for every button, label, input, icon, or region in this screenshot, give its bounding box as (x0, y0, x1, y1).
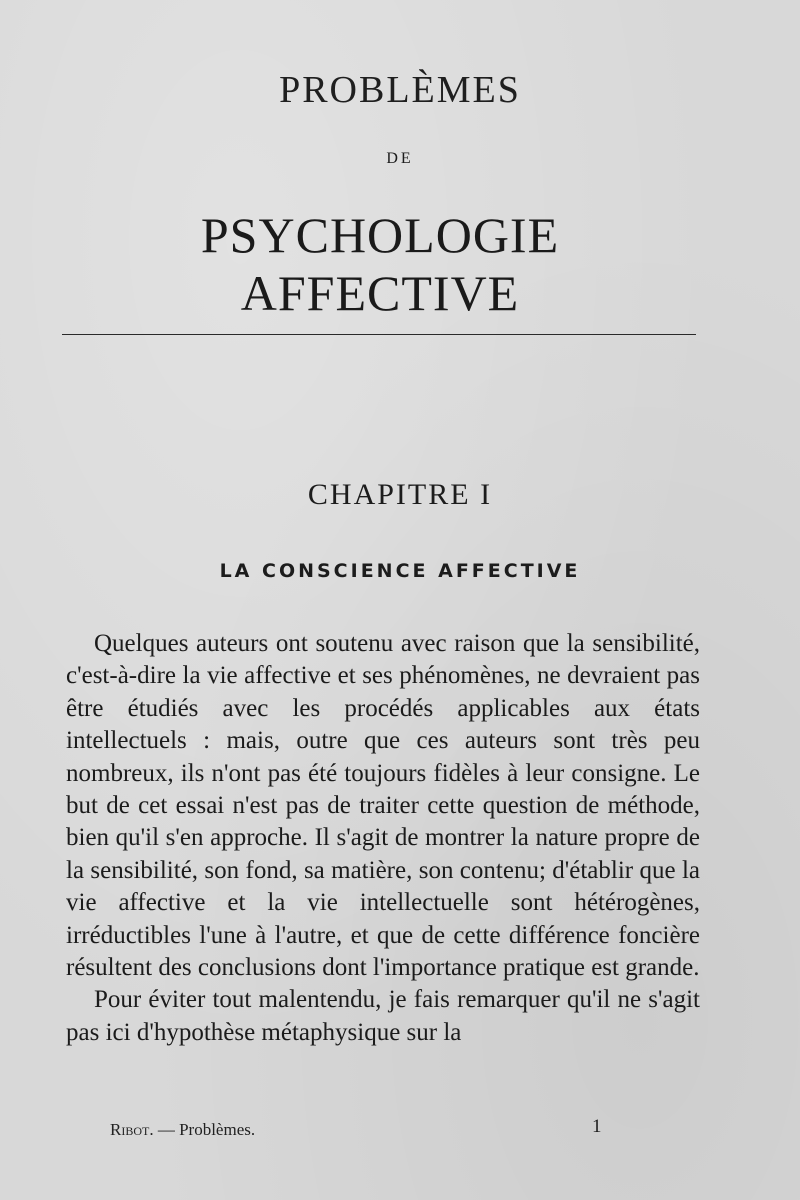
body-text (66, 628, 700, 1049)
title-divider (62, 334, 696, 335)
footer-author: Ribot. (110, 1120, 154, 1139)
running-footer (110, 1120, 610, 1140)
chapter-title: LA CONSCIENCE AFFECTIVE (219, 560, 581, 582)
book-title-line3: PSYCHOLOGIE AFFECTIVE (200, 207, 560, 321)
paragraph-1: Quelques auteurs ont soutenu avec raison que la sensibilité, c'est-à-dire la vie affective et ses phénomènes, ne devraient pas être étudiés avec les procédés applicables aux états intellectuels : mais, outre que ces auteurs sont très peu nombreux, ils n'ont pas été toujours fidèles à leur consigne. Le but de cet essai n'est pas de traiter cette question de méthode, bien qu'il s'en approche. Il s'agit de montrer la nature propre de la sensibilité, son fond, sa matière, son contenu; d'établir que la vie affective et la vie intellectuelle sont hétérogènes, irréductibles l'une à l'autre, et que de cette différence foncière résultent des conclusions dont l'importance pratique est grande. (66, 630, 700, 982)
footer-separator: — (153, 1120, 180, 1139)
book-title-line2: DE (386, 150, 414, 167)
paragraph-2: Pour éviter tout malentendu, je fais remarquer qu'il ne s'agit pas ici d'hypothèse métaphysique sur la (66, 986, 700, 1046)
page-number: 1 (592, 1116, 602, 1137)
footer-book: Problèmes. (179, 1120, 256, 1139)
book-title-line1: PROBLÈMES (279, 69, 521, 111)
chapter-number: CHAPITRE I (307, 478, 493, 511)
